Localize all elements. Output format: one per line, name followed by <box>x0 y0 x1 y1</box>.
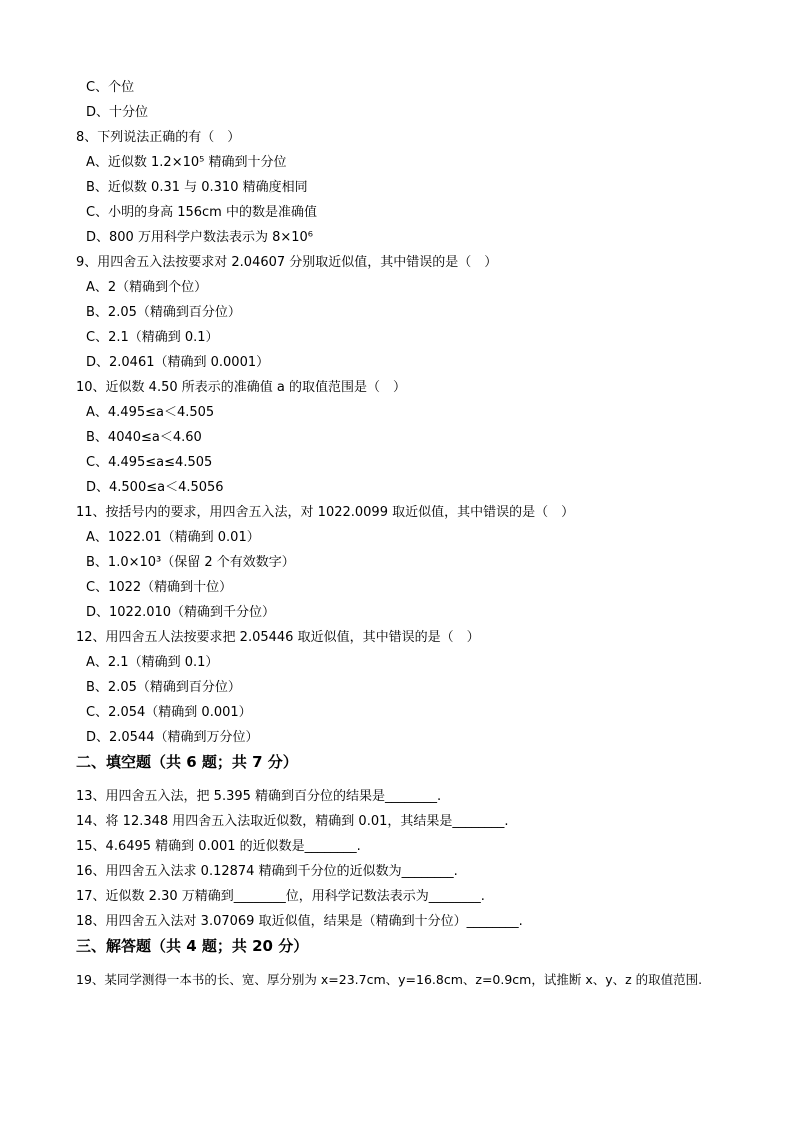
question-15: 15、4.6495 精确到 0.001 的近似数是________. <box>76 839 361 854</box>
question-14: 14、将 12.348 用四舍五入法取近似数，精确到 0.01，其结果是________. <box>76 814 509 829</box>
question-9-option-a: A、2（精确到个位） <box>86 280 208 295</box>
question-12-option-b: B、2.05（精确到百分位） <box>86 680 241 695</box>
option-d-tenths: D、十分位 <box>86 105 149 120</box>
question-11-option-a: A、1022.01（精确到 0.01） <box>86 530 260 545</box>
question-12-option-a: A、2.1（精确到 0.1） <box>86 655 219 670</box>
question-9-option-b: B、2.05（精确到百分位） <box>86 305 241 320</box>
question-17: 17、近似数 2.30 万精确到________位，用科学记数法表示为________. <box>76 889 485 904</box>
question-16: 16、用四舍五入法求 0.12874 精确到千分位的近似数为________. <box>76 864 458 879</box>
question-18: 18、用四舍五入法对 3.07069 取近似值，结果是（精确到十分位）________. <box>76 914 523 929</box>
question-12-option-c: C、2.054（精确到 0.001） <box>86 705 252 720</box>
question-9-option-d: D、2.0461（精确到 0.0001） <box>86 355 270 370</box>
question-8-option-b: B、近似数 0.31 与 0.310 精确度相同 <box>86 180 308 195</box>
question-8-stem: 8、下列说法正确的有（ ） <box>76 130 241 145</box>
question-8-option-c: C、小明的身高 156cm 中的数是准确值 <box>86 205 317 220</box>
question-11-option-d: D、1022.010（精确到千分位） <box>86 605 276 620</box>
question-10-option-b: B、4040≤a＜4.60 <box>86 430 202 445</box>
question-10-option-a: A、4.495≤a＜4.505 <box>86 405 215 420</box>
question-8-option-a: A、近似数 1.2×10⁵ 精确到十分位 <box>86 155 287 170</box>
question-8-option-d: D、800 万用科学户数法表示为 8×10⁶ <box>86 230 314 245</box>
question-9-stem: 9、用四舍五入法按要求对 2.04607 分别取近似值，其中错误的是（ ） <box>76 255 498 270</box>
question-10-option-d: D、4.500≤a＜4.5056 <box>86 480 224 495</box>
section-answer-title: 三、解答题（共 4 题；共 20 分） <box>76 937 309 955</box>
question-12-option-d: D、2.0544（精确到万分位） <box>86 730 259 745</box>
option-c-ones: C、个位 <box>86 80 135 95</box>
question-12-stem: 12、用四舍五人法按要求把 2.05446 取近似值，其中错误的是（ ） <box>76 630 480 645</box>
question-9-option-c: C、2.1（精确到 0.1） <box>86 330 219 345</box>
question-10-option-c: C、4.495≤a≤4.505 <box>86 455 213 470</box>
question-10-stem: 10、近似数 4.50 所表示的准确值 a 的取值范围是（ ） <box>76 380 406 395</box>
question-11-stem: 11、按括号内的要求，用四舍五入法，对 1022.0099 取近似值，其中错误的是（ ） <box>76 505 575 520</box>
section-fill-title: 二、填空题（共 6 题；共 7 分） <box>76 753 298 771</box>
question-11-option-c: C、1022（精确到十位） <box>86 580 233 595</box>
question-13: 13、用四舍五入法，把 5.395 精确到百分位的结果是________. <box>76 789 442 804</box>
question-19: 19、某同学测得一本书的长、宽、厚分别为 x=23.7cm、y=16.8cm、z=0.9cm，试推断 x、y、z 的取值范围. <box>76 972 703 987</box>
question-11-option-b: B、1.0×10³（保留 2 个有效数字） <box>86 555 295 570</box>
